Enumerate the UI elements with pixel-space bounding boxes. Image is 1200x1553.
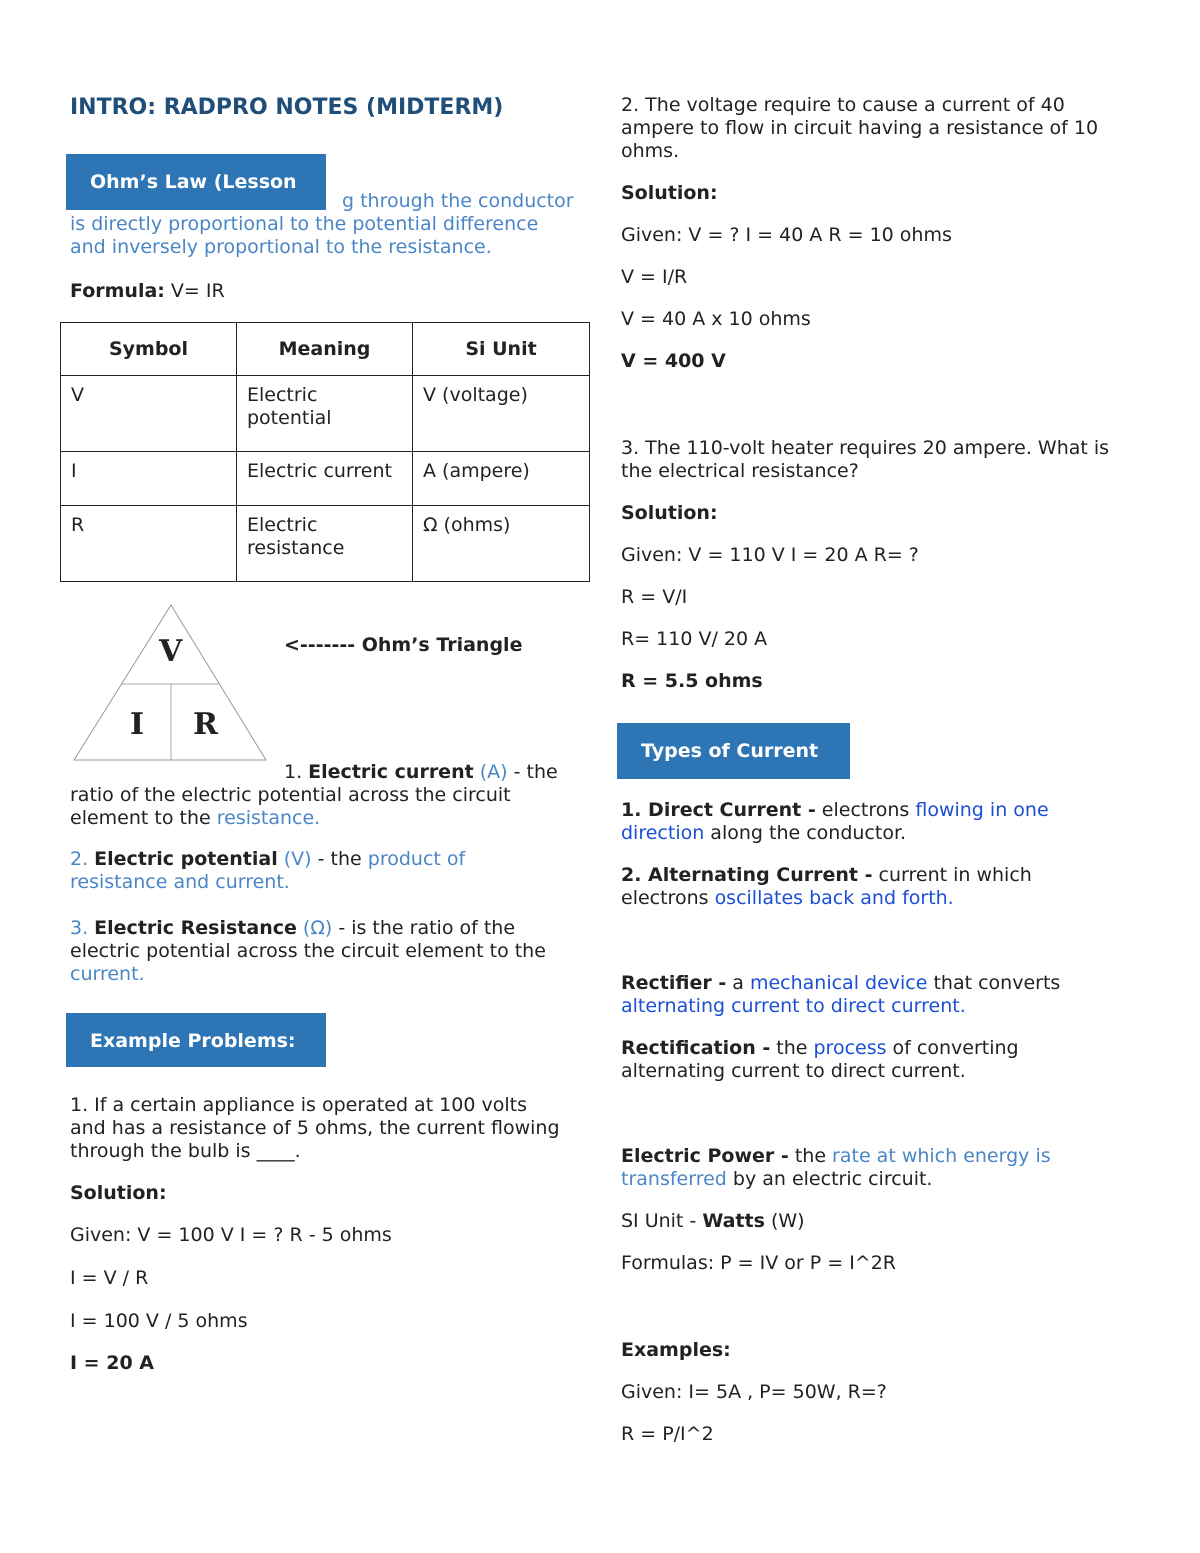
symbol-table [60, 322, 590, 582]
solution-label: Solution: [621, 502, 718, 524]
problem-text: ampere to flow in circuit having a resistance of 10 [621, 117, 1099, 139]
def-term: Rectifier - [621, 972, 727, 994]
def-term: Electric potential [94, 848, 278, 870]
solution-step: I = 100 V / 5 ohms [70, 1310, 248, 1332]
table-cell: Ω (ohms) [413, 506, 590, 582]
solution-answer: I = 20 A [70, 1352, 154, 1374]
alternating-current [621, 864, 1141, 910]
si-unit-suffix: (W) [764, 1210, 805, 1232]
table-header: Meaning [237, 323, 413, 376]
problem-text: 1. If a certain appliance is operated at 100 volts [70, 1094, 527, 1116]
triangle-label-r: R [193, 707, 218, 742]
rectifier-definition [621, 972, 1141, 1018]
def-text: ratio of the electric potential across the circuit [70, 784, 511, 806]
def-text: a [726, 972, 750, 994]
table-cell: Electric potential [237, 376, 413, 452]
solution-step: I = V / R [70, 1267, 149, 1289]
table-cell: I [61, 452, 237, 506]
solution-given: Given: V = 110 V I = 20 A R= ? [621, 544, 919, 566]
definition-line-3: and inversely proportional to the resistance. [70, 236, 492, 258]
table-cell: R [61, 506, 237, 582]
def-highlight: resistance. [216, 807, 321, 829]
triangle-label-v: V [159, 634, 183, 669]
solution-given: Given: V = ? I = 40 A R = 10 ohms [621, 224, 952, 246]
example-problems-banner: Example Problems: [66, 1013, 326, 1067]
def-highlight: process [813, 1037, 887, 1059]
def-text: the [788, 1145, 833, 1167]
def-text: - is the ratio of the [332, 917, 516, 939]
problem-text: 3. The 110-volt heater requires 20 ampere. What is [621, 437, 1110, 459]
def-term: Electric Resistance [94, 917, 297, 939]
def-term: Rectification - [621, 1037, 771, 1059]
def-text: of converting [886, 1037, 1019, 1059]
def-highlight: resistance and current. [70, 871, 290, 893]
solution-step: V = 40 A x 10 ohms [621, 308, 811, 330]
rectification-definition [621, 1037, 1141, 1083]
type-term: 1. Direct Current - [621, 799, 816, 821]
def-text: alternating current to direct current. [621, 1060, 966, 1082]
def-term: Electric Power - [621, 1145, 789, 1167]
def-unit: (V) [277, 848, 312, 870]
def-unit: (Ω) [296, 917, 333, 939]
formula-line [70, 280, 582, 303]
def-highlight: rate at which energy is [832, 1145, 1051, 1167]
definition-electric-resistance [70, 917, 582, 986]
si-unit-prefix: SI Unit - [621, 1210, 703, 1232]
solution-step: R= 110 V/ 20 A [621, 628, 768, 650]
examples-step: R = P/I^2 [621, 1423, 714, 1445]
table-header-row [61, 323, 590, 376]
problem-1 [70, 1094, 582, 1375]
def-highlight: product of [367, 848, 466, 870]
page-title: INTRO: RADPRO NOTES (MIDTERM) [70, 95, 504, 120]
solution-label: Solution: [70, 1182, 167, 1204]
def-text: the [770, 1037, 814, 1059]
table-cell: V [61, 376, 237, 452]
def-text: - the [311, 848, 368, 870]
def-number: 2. [70, 848, 95, 870]
solution-answer: R = 5.5 ohms [621, 670, 763, 692]
direct-current [621, 799, 1141, 845]
table-header: Si Unit [413, 323, 590, 376]
problem-3 [621, 437, 1141, 693]
def-text: electric potential across the circuit element to the [70, 940, 546, 962]
table-row [61, 506, 590, 582]
definition-electric-current [70, 761, 582, 830]
formula-label: Formula: [70, 280, 165, 302]
table-header: Symbol [61, 323, 237, 376]
def-highlight: alternating current to direct current. [621, 995, 966, 1017]
definition-line-1: g through the conductor [342, 190, 574, 212]
def-text: element to the [70, 807, 217, 829]
formula-value: V= IR [164, 280, 225, 302]
problem-text: and has a resistance of 5 ohms, the current flowing [70, 1117, 560, 1139]
examples-heading: Examples: [621, 1339, 731, 1361]
def-highlight: transferred [621, 1168, 727, 1190]
electric-power-definition [621, 1145, 1141, 1275]
power-formulas: Formulas: P = IV or P = I^2R [621, 1252, 897, 1274]
table-cell: Electric current [237, 452, 413, 506]
solution-answer: V = 400 V [621, 350, 726, 372]
def-text: - the [507, 761, 558, 783]
ohms-law-banner: Ohm’s Law (Lesson [66, 154, 326, 210]
type-term: 2. Alternating Current - [621, 864, 873, 886]
solution-given: Given: V = 100 V I = ? R - 5 ohms [70, 1224, 392, 1246]
examples-given: Given: I= 5A , P= 50W, R=? [621, 1381, 887, 1403]
problem-text: 2. The voltage require to cause a current of 40 [621, 94, 1065, 116]
problem-text: ohms. [621, 140, 680, 162]
definition-line-2: is directly proportional to the potential difference [70, 213, 539, 235]
def-term: Electric current [308, 761, 474, 783]
table-cell: A (ampere) [413, 452, 590, 506]
def-highlight: mechanical device [749, 972, 928, 994]
solution-step: R = V/I [621, 586, 688, 608]
si-unit-value: Watts [702, 1210, 765, 1232]
def-unit: (A) [473, 761, 508, 783]
power-examples [621, 1339, 1141, 1446]
type-highlight: oscillates back and forth. [714, 887, 954, 909]
type-text: electrons [621, 887, 715, 909]
type-highlight: flowing in one [915, 799, 1049, 821]
definition-electric-potential [70, 848, 582, 894]
solution-step: V = I/R [621, 266, 688, 288]
type-text: along the conductor. [704, 822, 907, 844]
def-number: 1. [284, 761, 309, 783]
type-text: current in which [872, 864, 1032, 886]
triangle-label-i: I [130, 707, 145, 742]
def-text: that converts [927, 972, 1061, 994]
table-row [61, 376, 590, 452]
triangle-outline [74, 605, 266, 760]
ohms-triangle-diagram [70, 600, 270, 765]
table-cell: V (voltage) [413, 376, 590, 452]
type-highlight: direction [621, 822, 705, 844]
solution-label: Solution: [621, 182, 718, 204]
table-row [61, 452, 590, 506]
types-of-current-banner: Types of Current [617, 723, 850, 779]
problem-text: through the bulb is ____. [70, 1140, 301, 1162]
type-text: electrons [815, 799, 916, 821]
problem-text: the electrical resistance? [621, 460, 859, 482]
def-text: by an electric circuit. [726, 1168, 933, 1190]
problem-2 [621, 94, 1141, 373]
triangle-arrow-label: <------- Ohm’s Triangle [284, 634, 523, 656]
def-number: 3. [70, 917, 95, 939]
def-highlight: current. [70, 963, 145, 985]
table-cell: Electric resistance [237, 506, 413, 582]
